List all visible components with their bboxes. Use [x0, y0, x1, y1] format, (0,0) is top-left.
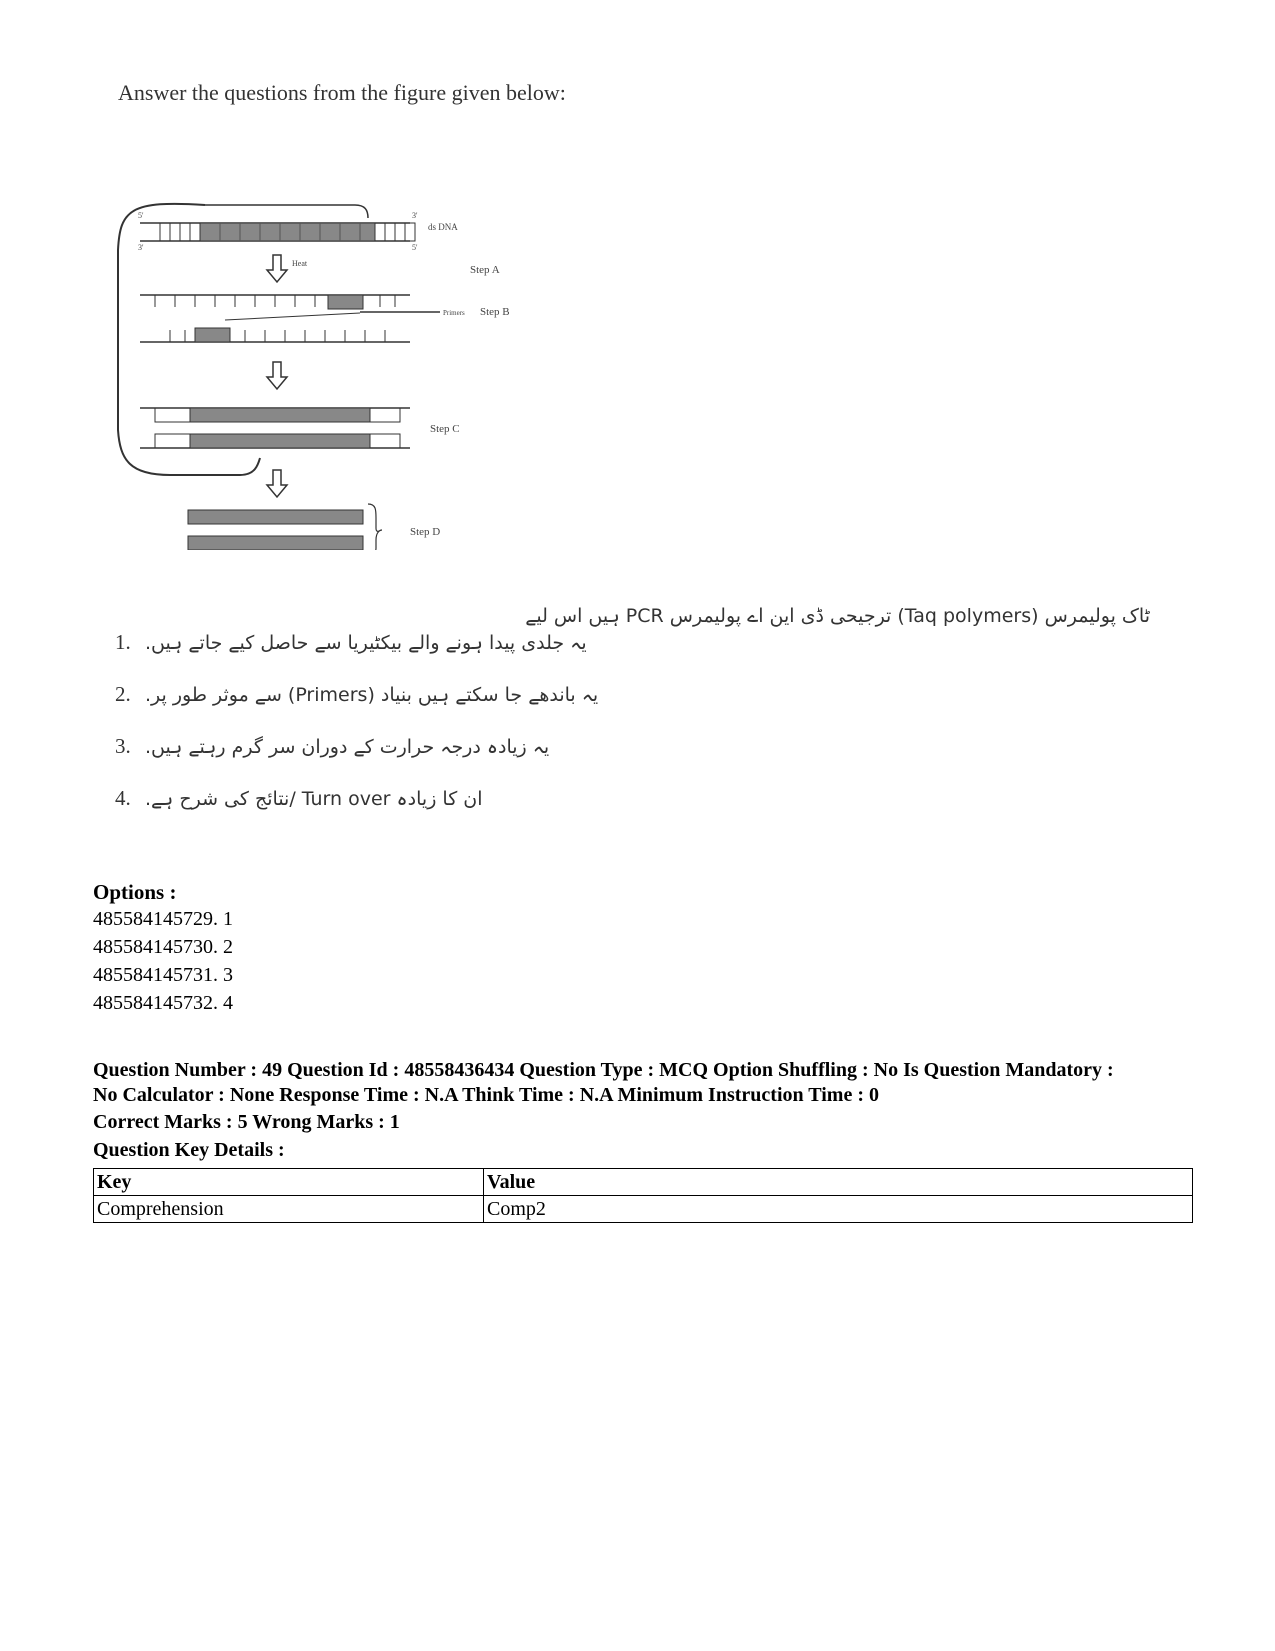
question-key-table	[93, 1168, 1193, 1223]
options-heading: Options :	[93, 880, 177, 904]
table-cell-value: Comp2	[484, 1196, 1193, 1223]
table-cell-key: Comprehension	[94, 1196, 484, 1223]
down-arrow-icon	[267, 362, 287, 389]
ds-dna-strand	[138, 211, 458, 252]
ds-dna-label: ds DNA	[428, 222, 458, 232]
svg-text:3': 3'	[412, 211, 418, 220]
question-meta-line-1: Question Number : 49 Question Id : 48558436434 Question Type : MCQ Option Shuffling : No Is Question Mandatory :	[93, 1059, 1114, 1081]
pcr-diagram	[110, 130, 540, 550]
pcr-products	[188, 504, 440, 550]
step-a-label: Step A	[470, 264, 500, 276]
table-header-value: Value	[484, 1169, 1193, 1196]
option-item: 485584145729. 1	[93, 908, 233, 930]
step-b-label: Step B	[480, 306, 510, 318]
down-arrow-icon	[267, 470, 287, 497]
question-meta	[93, 1058, 1193, 1108]
option-item: 485584145730. 2	[93, 936, 233, 958]
step-d-label: Step D	[410, 526, 441, 538]
question-option-1: 1. یہ جلدی پیدا ہونے والے بیکٹیریا سے حاصل کیے جاتے ہیں.	[115, 630, 587, 654]
table-header-key: Key	[94, 1169, 484, 1196]
svg-text:5': 5'	[138, 211, 144, 220]
option-item: 485584145732. 4	[93, 992, 233, 1014]
question-instruction: Answer the questions from the figure given below:	[118, 80, 566, 105]
down-arrow-icon	[267, 255, 287, 282]
table-row	[94, 1196, 1193, 1223]
step-c-label: Step C	[430, 423, 460, 435]
table-header-row	[94, 1169, 1193, 1196]
option-item: 485584145731. 3	[93, 964, 233, 986]
scanned-question-image	[100, 70, 1150, 860]
marks-line: Correct Marks : 5 Wrong Marks : 1	[93, 1111, 400, 1133]
svg-text:3': 3'	[138, 243, 144, 252]
extended-strands	[140, 408, 460, 448]
question-meta-line-2: No Calculator : None Response Time : N.A Think Time : N.A Minimum Instruction Time : 0	[93, 1084, 879, 1106]
question-option-3: 3. یہ زیادہ درجہ حرارت کے دوران سر گرم رہتے ہیں.	[115, 734, 550, 758]
question-option-2: 2. یہ باندھے جا سکتے ہیں بنیاد (Primers) سے موثر طور پر.	[115, 682, 599, 706]
question-option-4: 4. ان کا زیادہ Turn over /نتائج کی شرح ہے.	[115, 786, 483, 810]
svg-text:5': 5'	[412, 243, 418, 252]
svg-text:Primers: Primers	[443, 309, 465, 317]
svg-text:Heat: Heat	[292, 259, 308, 268]
separated-strands	[140, 295, 510, 342]
key-details-label: Question Key Details :	[93, 1139, 285, 1161]
question-stem-urdu: ٹاک پولیمرس (Taq polymers) ترجیحی ڈی این اے پولیمرس PCR ہیں اس لیے	[525, 605, 1150, 627]
